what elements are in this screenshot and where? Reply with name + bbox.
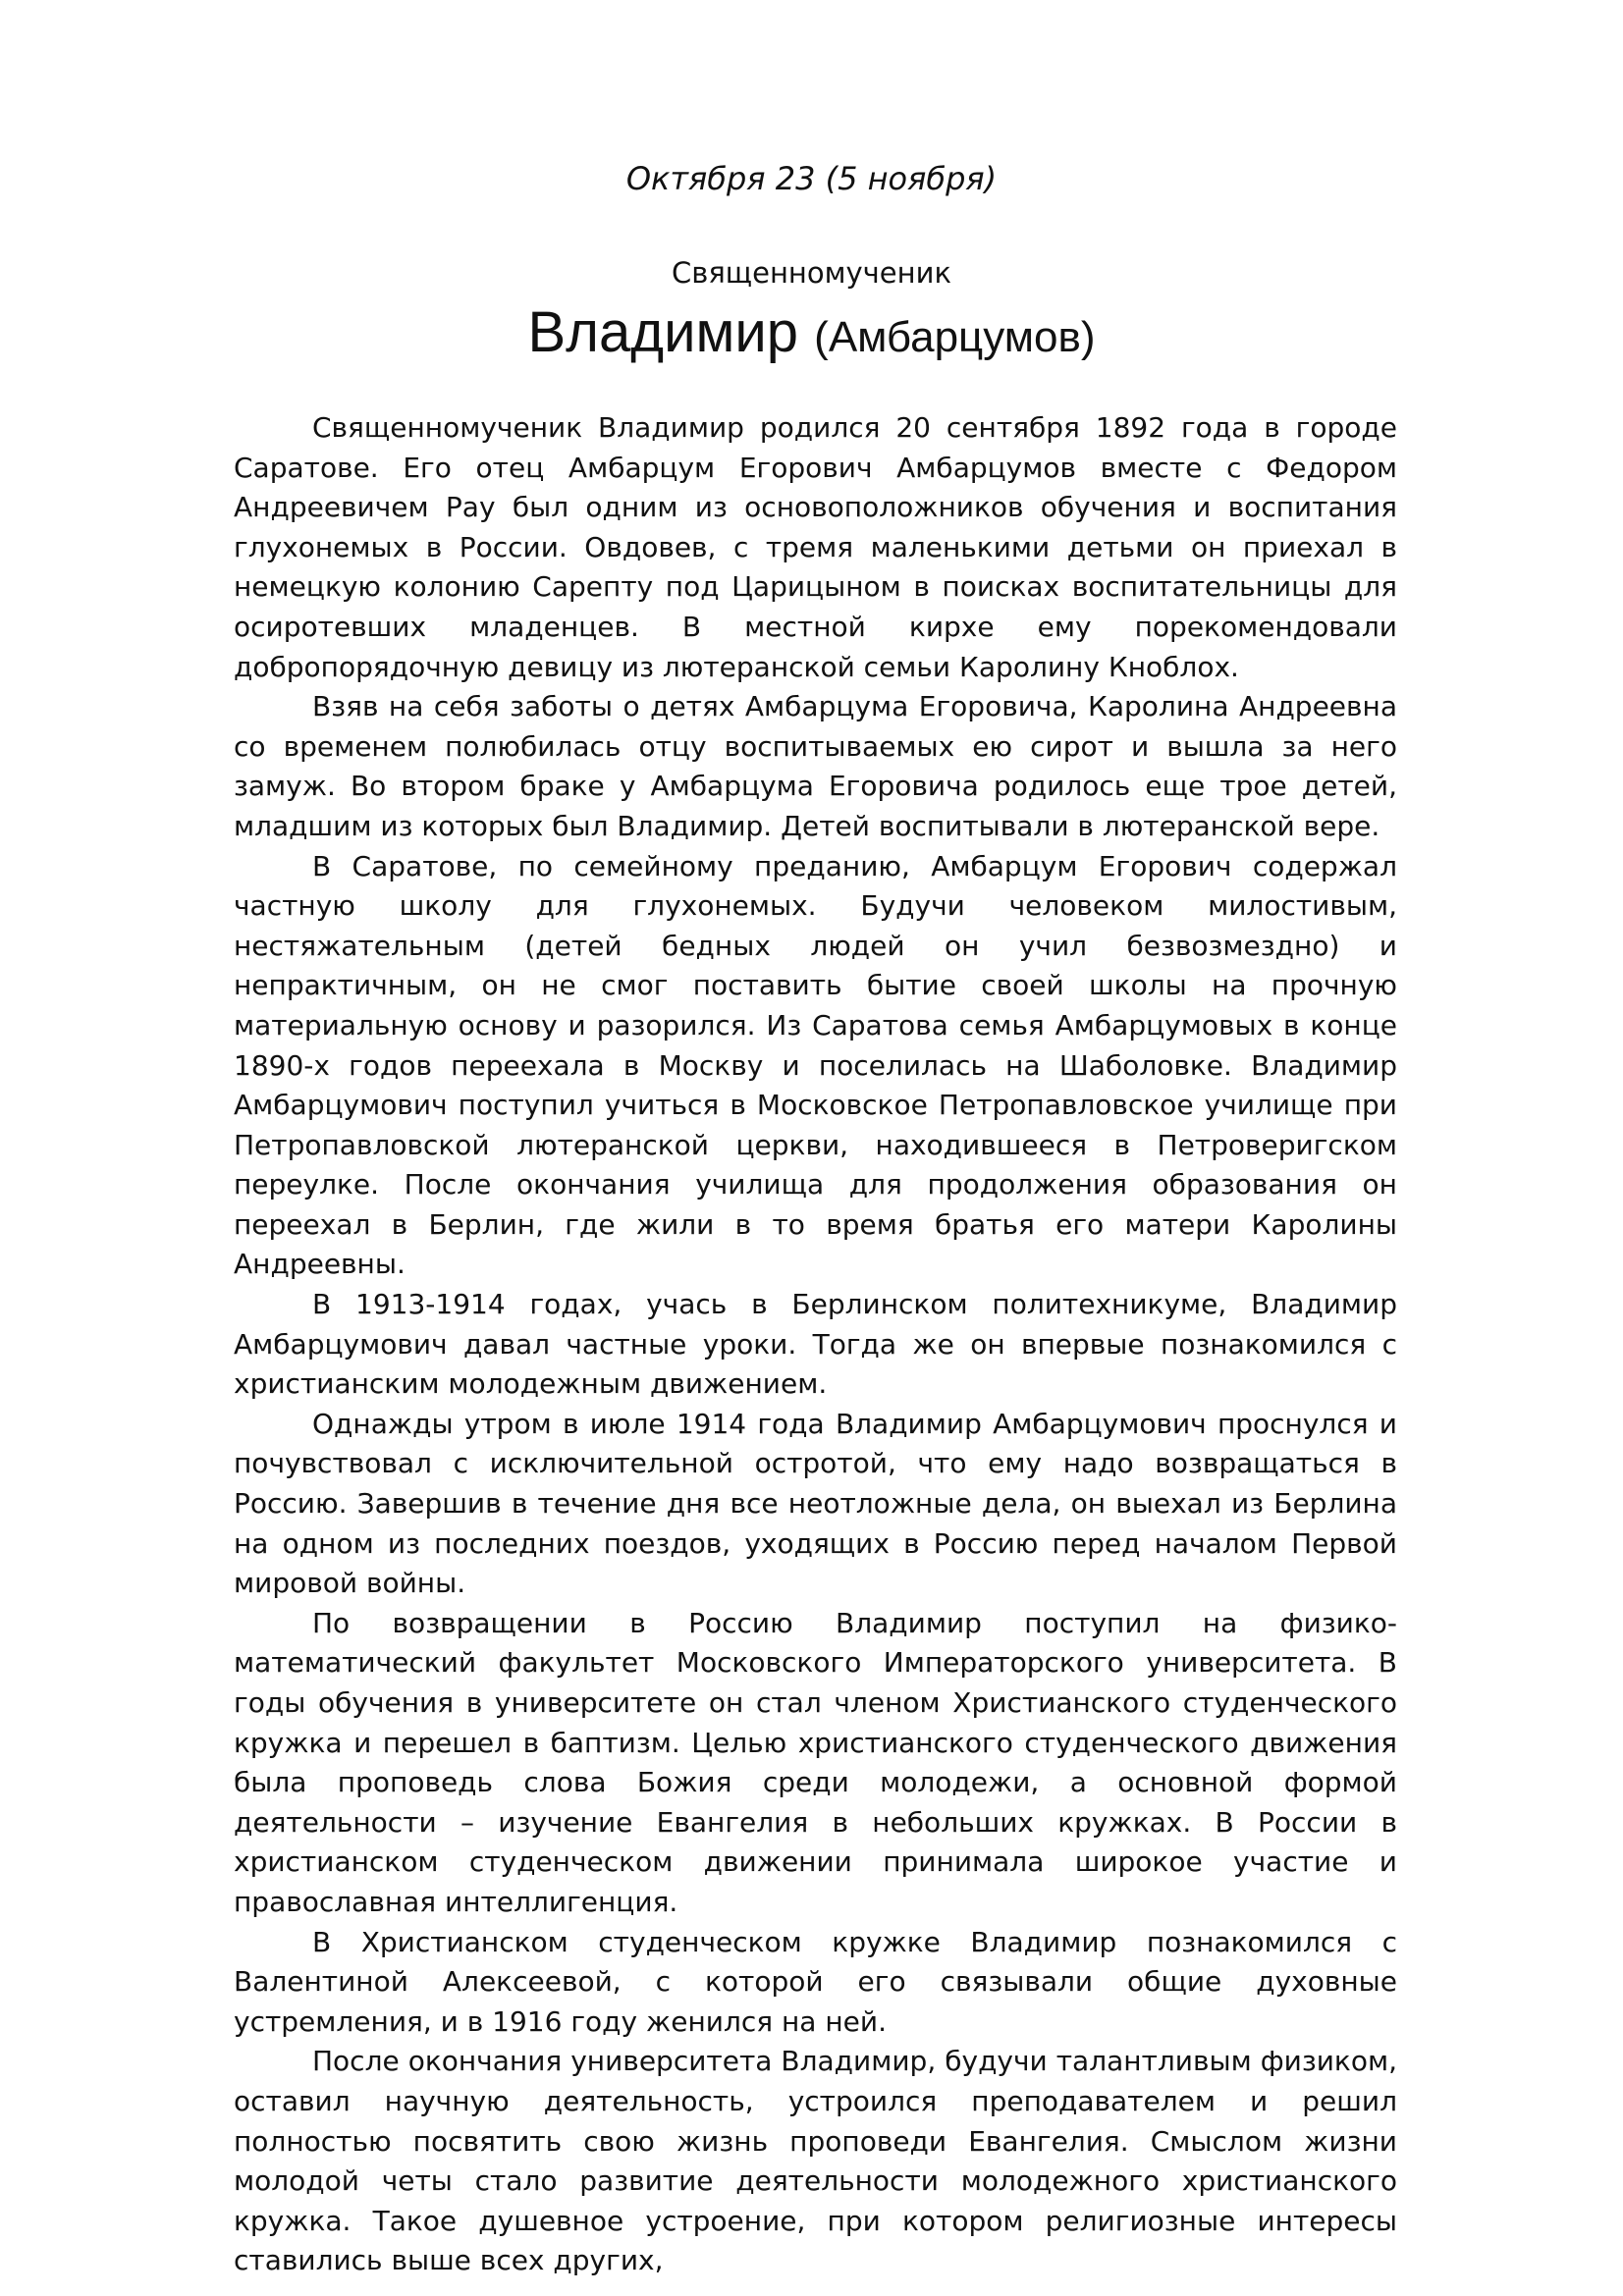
article-body (234, 408, 1397, 2281)
saint-first-name: Владимир (527, 300, 799, 364)
paragraph-8: После окончания университета Владимир, будучи талантливым физиком, оставил научную деятельность, устроился преподавателем и решил полностью посвятить свою жизнь проповеди Евангелия. Смыслом жизни молодой четы стало развитие деятельности молодежного христианского кружка. Такое душевное устроение, при котором религиозные интересы ставились выше всех других, (234, 2045, 1397, 2277)
saint-rank: Священномученик (672, 256, 951, 290)
saint-surname: (Амбарцумов) (814, 313, 1096, 361)
paragraph-1: Священномученик Владимир родился 20 сентября 1892 года в городе Саратове. Его отец Амбарцум Егорович Амбарцумов вместе с Федором Андреевичем Рау был одним из основоположников обучения и воспитания глухонемых в России. Овдовев, с тремя маленькими детьми он приехал в немецкую колонию Сарепту под Царицыном в поисках воспитательницы для осиротевших младенцев. В местной кирхе ему порекомендовали добропорядочную девицу из лютеранской семьи Каролину Кноблох. (234, 411, 1397, 683)
paragraph-2: Взяв на себя заботы о детях Амбарцума Егоровича, Каролина Андреевна со временем полюбилась отцу воспитываемых ею сирот и вышла за него замуж. Во втором браке у Амбарцума Егоровича родилось еще трое детей, младшим из которых был Владимир. Детей воспитывали в лютеранской вере. (234, 690, 1397, 842)
paragraph-4: В 1913-1914 годах, учась в Берлинском политехникуме, Владимир Амбарцумович давал частные уроки. Тогда же он впервые познакомился с христианским молодежным движением. (234, 1288, 1397, 1401)
paragraph-6: По возвращении в Россию Владимир поступил на физико-математический факультет Московского Императорского университета. В годы обучения в университете он стал членом Христианского студенческого кружка и перешел в баптизм. Целью христианского студенческого движения была проповедь слова Божия среди молодежи, а основной формой деятельности – изучение Евангелия в небольших кружках. В России в христианском студенческом движении принимала широкое участие и православная интеллигенция. (234, 1606, 1397, 1918)
saint-name-heading (0, 298, 1623, 372)
paragraph-5: Однажды утром в июле 1914 года Владимир Амбарцумович проснулся и почувствовал с исключительной остротой, что ему надо возвращаться в Россию. Завершив в течение дня все неотложные дела, он выехал из Берлина на одном из последних поездов, уходящих в Россию перед началом Первой мировой войны. (234, 1407, 1397, 1600)
feast-date: Октября 23 (5 ноября) (625, 160, 998, 197)
paragraph-3: В Саратове, по семейному преданию, Амбарцум Егорович содержал частную школу для глухонемых. Будучи человеком милостивым, нестяжательным (детей бедных людей он учил безвозмездно) и непрактичным, он не смог поставить бытие своей школы на прочную материальную основу и разорился. Из Саратова семья Амбарцумовых в конце 1890-х годов переехала в Москву и поселилась на Шаболовке. Владимир Амбарцумович поступил учиться в Московское Петропавловское училище при Петропавловской лютеранской церкви, находившееся в Петроверигском переулке. После окончания училища для продолжения образования он переехал в Берлин, где жили в то время братья его матери Каролины Андреевны. (234, 849, 1397, 1281)
paragraph-7: В Христианском студенческом кружке Владимир познакомился с Валентиной Алексеевой, с которой его связывали общие духовные устремления, и в 1916 году женился на ней. (234, 1925, 1397, 2038)
